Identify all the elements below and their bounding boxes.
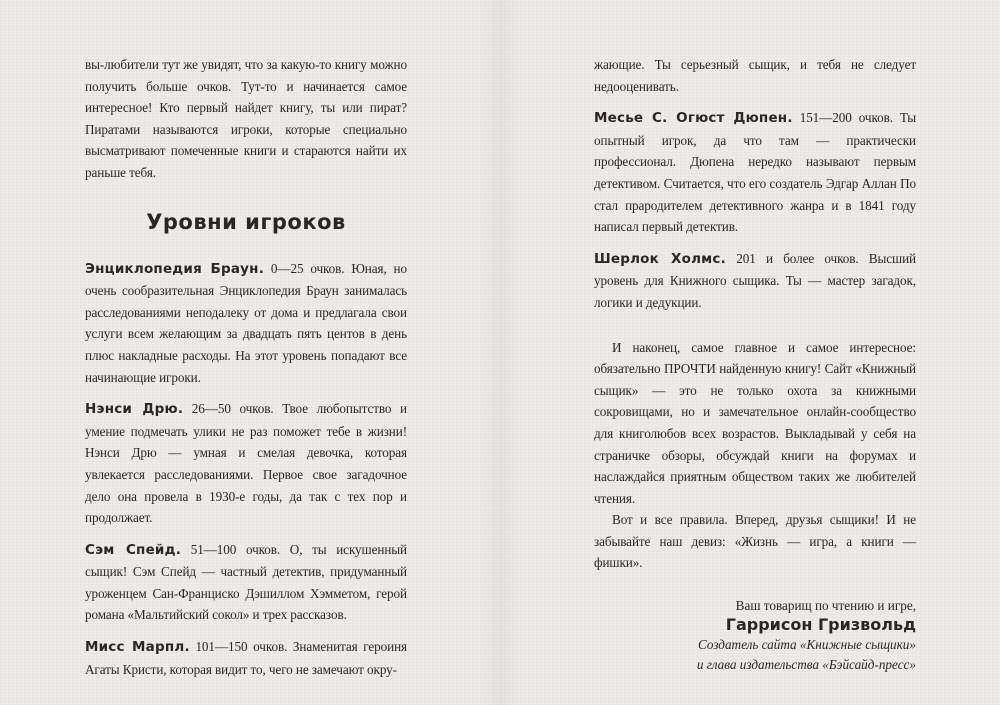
continuation-paragraph: жающие. Ты серьезный сыщик, и тебя не следует недооценивать. (594, 57, 916, 94)
level-text: 201 и более очков. Высший уровень для Книжного сыщика. Ты — мастер загадок, логики и дедукции. (594, 250, 916, 310)
level-entry (594, 248, 916, 314)
level-text: 101—150 очков. Знаменитая героиня Агаты Кристи, которая видит то, чего не замечают окру- (85, 639, 407, 677)
level-entry (85, 636, 407, 680)
signature-role: и глава издательства «Бэйсайд-пресс» (696, 657, 916, 673)
signature-block (594, 596, 916, 675)
closing-paragraph: И наконец, самое главное и самое интересное: обязательно ПРОЧТИ найденную книгу! Сайт «Книжный сыщик» — это не только охота за книжными сокровищами, но и замечательное онлайн-сообщество для книголюбов всех возрастов. Выкладывай у себя на страничке обзоры, обсуждай книги на форумах и наслаждайся приятным обществом таких же любителей чтения. (594, 339, 916, 506)
level-name: Нэнси Дрю. (85, 401, 184, 418)
rules-paragraph: Вот и все правила. Вперед, друзья сыщики! И не забывайте наш девиз: «Жизнь — игра, а книги — фишки». (594, 512, 916, 571)
signature-author: Гаррисон Гризвольд (725, 615, 916, 635)
level-entry (85, 398, 407, 529)
right-page (594, 54, 916, 675)
level-text: 26—50 очков. Твое любопытство и умение подмечать улики не раз поможет тебе в жизни! Нэнси Дрю — умная и смелая девочка, которая увлекается расследованиями. Первое свое загадочное дело она провела в 1930-е годы, да так с тех пор и продолжает. (85, 401, 407, 526)
level-name: Шерлок Холмс. (594, 250, 726, 267)
signature-greeting: Ваш товарищ по чтению и игре, (735, 598, 916, 614)
signature-role: Создатель сайта «Книжные сыщики» (698, 637, 916, 653)
level-name: Энциклопедия Браун. (85, 260, 265, 277)
book-gutter (480, 0, 520, 705)
level-name: Месье С. Огюст Дюпен. (594, 110, 793, 127)
intro-paragraph: вы-любители тут же увидят, что за какую-то книгу можно получить больше очков. Тут-то и начинается самое интересное! Кто первый найдет книгу, ты или пират? Пиратами называются игроки, которые специально высматривают помеченные книги и стараются найти их раньше тебя. (85, 57, 407, 180)
section-heading: Уровни игроков (146, 209, 346, 234)
level-entry (594, 107, 916, 238)
level-text: 51—100 очков. О, ты искушенный сыщик! Сэм Спейд — частный детектив, придуманный уроженцем Сан-Франциско Дэшиллом Хэмметом, герой романа «Мальтийский сокол» и трех рассказов. (85, 541, 407, 623)
level-name: Сэм Спейд. (85, 541, 182, 558)
level-text: 151—200 очков. Ты опытный игрок, да что там — практически профессионал. Дюпена нередко называют первым детективом. Считается, что его создатель Эдгар Аллан По стал прародителем детективного жанра и в 1841 году написал первый детектив. (594, 110, 916, 235)
level-entry (85, 539, 407, 626)
level-text: 0—25 очков. Юная, но очень сообразительная Энциклопедия Браун занималась расследованиями неподалеку от дома и предлагала свои услуги всем желающим за двадцать пять центов в день плюс накладные расходы. На этот уровень попадают все начинающие игроки. (85, 260, 407, 385)
level-entry (85, 258, 407, 389)
left-page (85, 54, 407, 680)
level-name: Мисс Марпл. (85, 639, 190, 656)
